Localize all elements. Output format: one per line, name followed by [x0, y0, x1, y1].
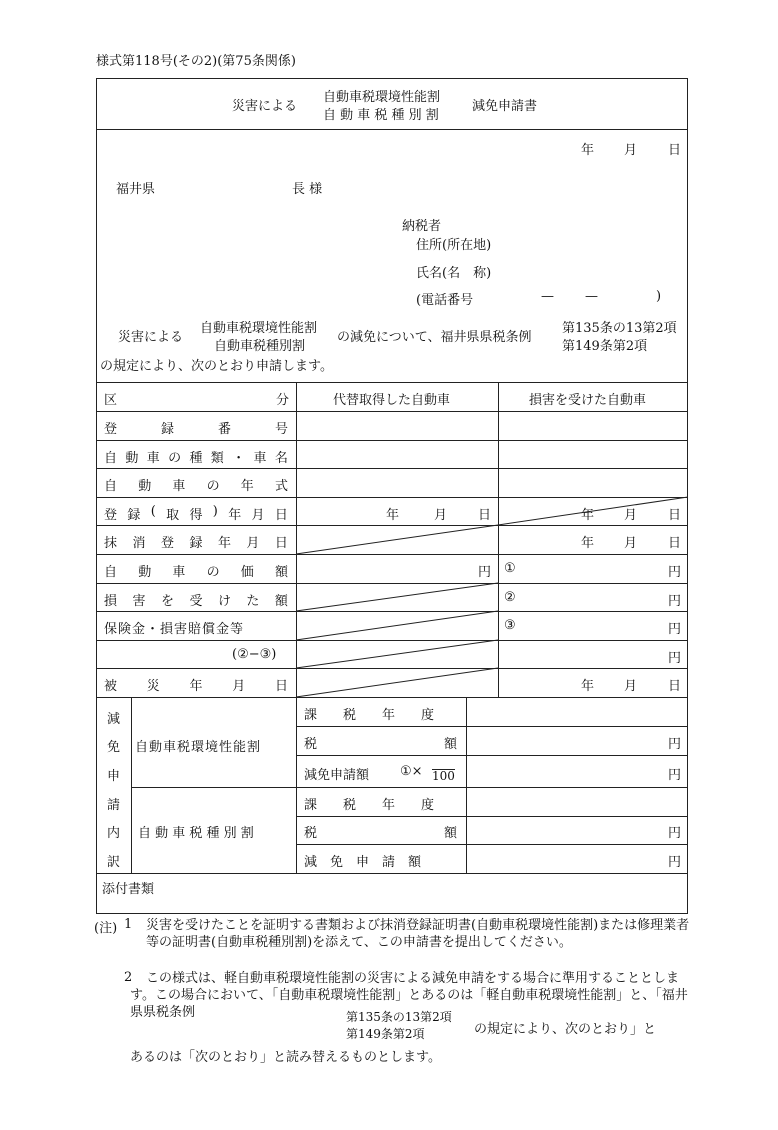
strike-disaster [296, 668, 498, 697]
statement-prefix: 災害による [118, 330, 184, 345]
strike-difference [296, 640, 498, 668]
col1-value-yen: 円 [478, 565, 492, 580]
reduction-group-environment: 自動車税環境性能割 [135, 740, 262, 755]
row-label-model-year: 自 動 車 の 年 式 [104, 479, 288, 494]
statement-middle: の減免について、福井県県税条例 [337, 330, 532, 345]
title-prefix: 災害による [232, 99, 298, 114]
row-label-insurance: 保険金・損害賠償金等 [104, 622, 245, 637]
note-1-text: 災害を受けたことを証明する書類および抹消登録証明書(自動車税環境性能割)または修理業者等の証明書(自動車税種別割)を添えて、この申請書を提出してください。 [146, 918, 690, 950]
taxpayer-name: 氏名(名 称) [416, 266, 492, 281]
g2-tax-yen: 円 [668, 826, 682, 841]
g2-apply-yen: 円 [668, 855, 682, 870]
col1-reg-day: 日 [478, 508, 492, 523]
col2-dereg-month: 月 [624, 536, 638, 551]
col2-reg-year: 年 [581, 508, 595, 523]
col2-reg-day: 日 [668, 508, 682, 523]
date-year: 年 [581, 143, 595, 158]
strike-insurance [296, 611, 498, 640]
g1-tax-yen: 円 [668, 737, 682, 752]
form-number: 様式第118号(その2)(第75条関係) [96, 54, 296, 69]
statement-article2: 第149条第2項 [562, 339, 648, 354]
col2-circle-1: ① [504, 561, 516, 576]
row-label-difference: (②−③) [232, 647, 277, 662]
note-1-number: 1 [124, 917, 133, 932]
taxpayer-heading: 納税者 [402, 219, 442, 234]
reduction-group-type: 自 動 車 税 種 別 割 [138, 826, 254, 841]
note-2-number: 2 [124, 970, 133, 985]
side-char: 訳 [107, 855, 121, 870]
col2-dereg-year: 年 [581, 536, 595, 551]
col2-disaster-day: 日 [668, 679, 682, 694]
attachments-label: 添付書類 [102, 882, 155, 897]
attachments-line [96, 873, 688, 874]
g1-apply-yen: 円 [668, 768, 682, 783]
col2-disaster-year: 年 [581, 679, 595, 694]
note-2-article1: 第135条の13第2項 [346, 1010, 452, 1024]
reduction-label-line [296, 697, 297, 873]
note-2-text-b: の規定により、次のとおり」と [474, 1022, 657, 1037]
row-label-vehicle-type: 自 動 車 の 種 類 ・ 車 名 [104, 451, 288, 466]
statement-end: の規定により、次のとおり申請します。 [100, 359, 333, 374]
phone-dash-1: — [541, 289, 554, 304]
g2-tax-amount-b: 額 [444, 826, 458, 841]
row-label-disaster-date: 被 災 年 月 日 [104, 679, 288, 694]
note-2-text-a: この様式は、軽自動車税環境性能割の災害による減免申請をする場合に準用することとします。この場合において、「自動車税環境性能割」とあるのは「軽自動車税環境性能割」と、「福井県県税条例 [130, 971, 688, 1020]
col2-circle-3: ③ [504, 618, 516, 633]
col2-dereg-day: 日 [668, 536, 682, 551]
row-label-damage-amount: 損 害 を 受 け た 額 [104, 594, 288, 609]
date-month: 月 [624, 143, 638, 158]
statement-tax2: 自動車税種別割 [214, 339, 306, 354]
col2-damage-yen: 円 [668, 594, 682, 609]
g2-tax-year-label: 課 税 年 度 [304, 798, 435, 813]
reduction-row-line [296, 726, 688, 727]
side-char: 減 [107, 712, 121, 727]
side-char: 免 [107, 740, 121, 755]
g2-tax-amount-a: 税 [304, 826, 318, 841]
reduction-row-line [296, 844, 688, 845]
header-col0-a: 区 [104, 393, 118, 408]
col1-reg-month: 月 [434, 508, 448, 523]
title-tax1: 自動車税環境性能割 [323, 90, 441, 105]
header-col2: 損害を受けた自動車 [529, 393, 647, 408]
g1-tax-amount-b: 額 [444, 737, 458, 752]
reduction-row-line [296, 755, 688, 756]
row-label-deregistration-date: 抹 消 登 録 年 月 日 [104, 536, 288, 551]
side-char: 申 [107, 769, 121, 784]
reduction-group-line [131, 787, 688, 788]
col2-circle-2: ② [504, 590, 516, 605]
row-label-vehicle-value: 自 動 車 の 価 額 [104, 565, 288, 580]
taxpayer-address: 住所(所在地) [416, 238, 492, 253]
col2-value-yen: 円 [668, 565, 682, 580]
addressee-title: 長 様 [292, 182, 323, 197]
col2-difference-yen: 円 [668, 651, 682, 666]
strike-damage [296, 583, 498, 611]
row-label-registration-number: 登 録 番 号 [104, 422, 288, 437]
statement-tax1: 自動車税環境性能割 [200, 321, 318, 336]
strike-reg-date-col2 [498, 497, 688, 525]
g1-apply-formula: ①× [400, 764, 423, 779]
reduction-row-line [296, 816, 688, 817]
title-suffix: 減免申請書 [472, 99, 538, 114]
g1-tax-year-label: 課 税 年 度 [304, 708, 435, 723]
row-label-registration-date: 登 録 ( 取 得 ) 年 月 日 [104, 504, 288, 523]
note-2-text-c: あるのは「次のとおり」と読み替えるものとします。 [130, 1050, 441, 1065]
header-col0-b: 分 [276, 393, 290, 408]
side-char: 内 [107, 826, 121, 841]
g1-apply-denominator: 100 [432, 769, 455, 783]
g2-apply-label: 減 免 申 請 額 [304, 855, 422, 870]
col1-reg-year: 年 [386, 508, 400, 523]
statement-article1: 第135条の13第2項 [562, 321, 677, 336]
title-tax2: 自 動 車 税 種 別 割 [323, 108, 439, 123]
col2-insurance-yen: 円 [668, 622, 682, 637]
phone-close: ) [656, 289, 662, 304]
reduction-side-line [131, 697, 132, 873]
header-col1: 代替取得した自動車 [333, 393, 451, 408]
notes-label: (注) [94, 921, 118, 936]
col2-reg-month: 月 [624, 508, 638, 523]
g1-tax-amount-a: 税 [304, 737, 318, 752]
g1-apply-fraction [432, 759, 455, 782]
addressee-prefecture: 福井県 [116, 182, 156, 197]
reduction-value-line [466, 697, 467, 873]
side-char: 請 [107, 798, 121, 813]
col2-disaster-month: 月 [624, 679, 638, 694]
strike-deregistration [296, 525, 498, 554]
g1-apply-label: 減免申請額 [304, 768, 370, 783]
taxpayer-phone: (電話番号 [416, 293, 474, 308]
note-2-article2: 第149条第2項 [346, 1027, 425, 1041]
phone-dash-2: — [585, 289, 598, 304]
date-day: 日 [668, 143, 682, 158]
